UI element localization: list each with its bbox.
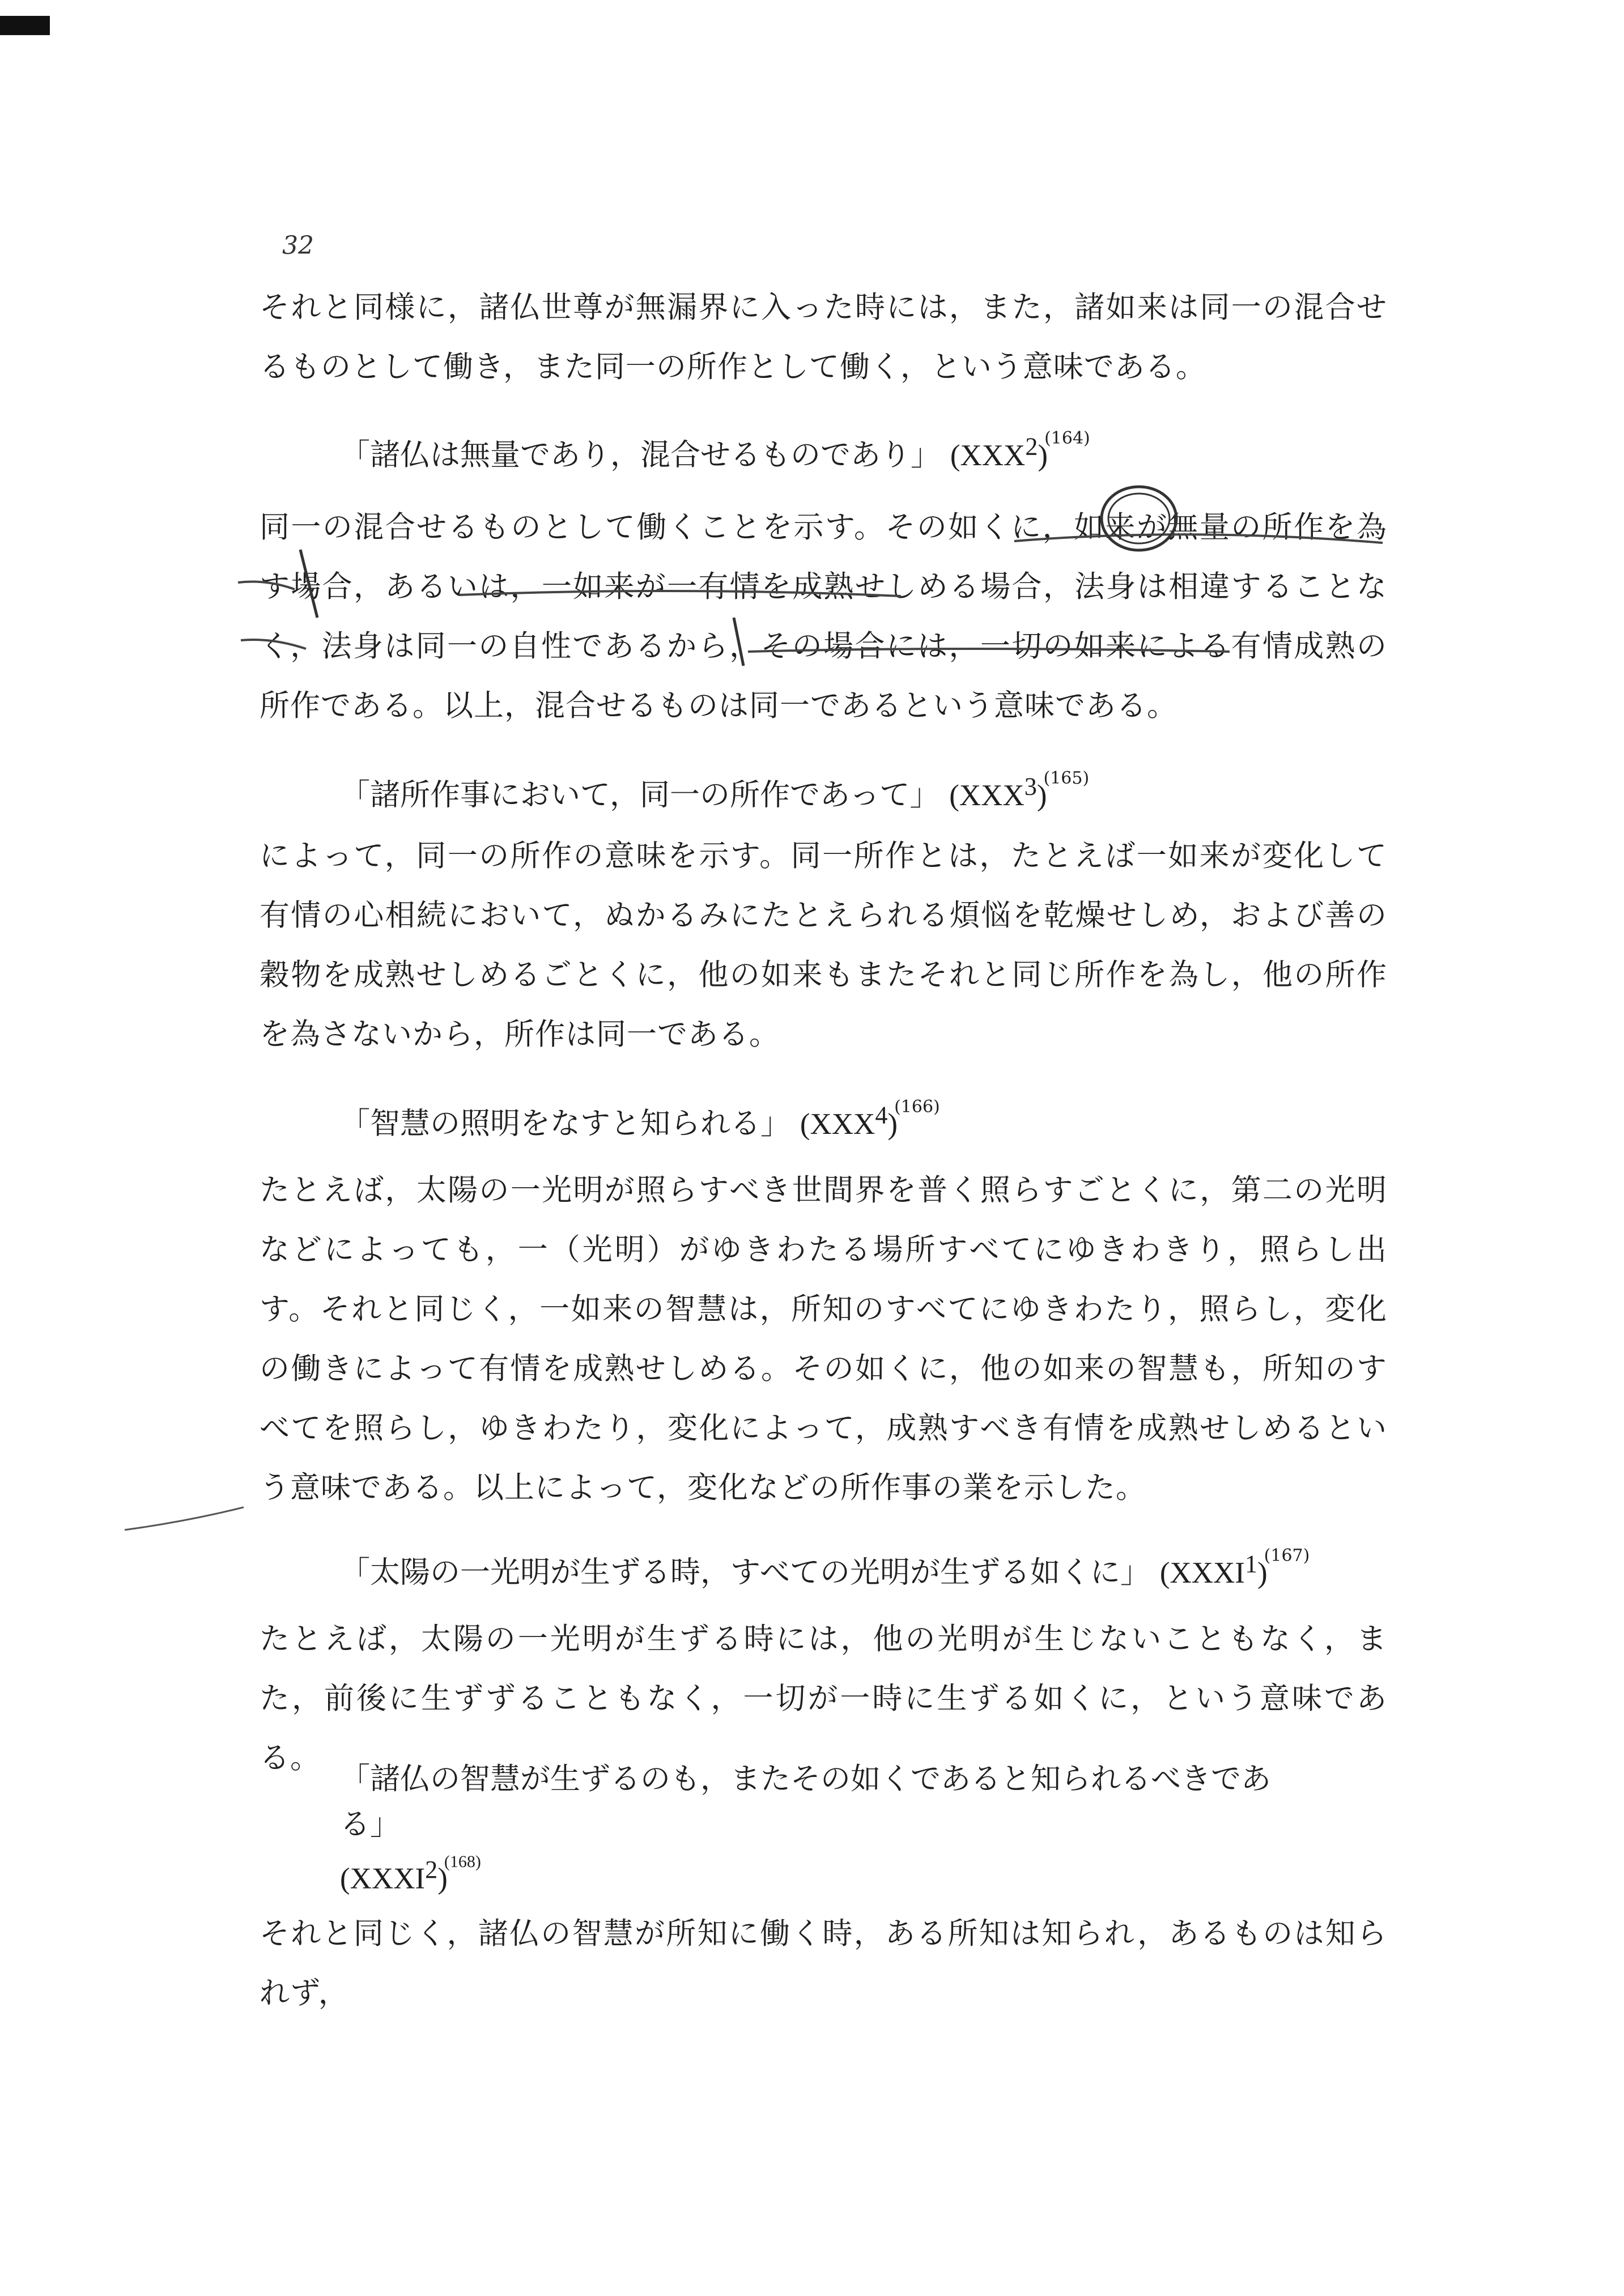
quote-3-ref: (XXX$^4$) [800,1101,898,1141]
footnote-164: (164) [1044,428,1090,448]
footnote-165: (165) [1043,768,1090,788]
quote-4-ref: (XXXI$^1$) [1159,1550,1268,1589]
paragraph-4: たとえば，太陽の一光明が照らすべき世間界を普く照らすごとくに，第二の光明などによっても，一（光明）がゆきわたる場所すべてにゆきわきり，照らし出す。それと同じく，一如来の智慧は，所知のすべてにゆきわたり，照らし，変化の働きによって有情を成熟せしめる。その如くに，他の如来の智慧も，所知のすべてを照らし，ゆきわたり，変化によって，成熟すべき有情を成熟せしめるという意味である。以上によって，変化などの所作事の業を示した。 [260,1173,1387,1505]
quote-5 [340,1757,1303,1906]
quote-1 [340,424,1090,483]
quote-4 [340,1541,1310,1600]
quote-2-text: 「諸所作事において，同一の所作であって」 [340,777,940,813]
margin-stroke-3 [125,1507,244,1530]
quote-2 [340,764,1089,823]
footnote-166: (166) [894,1096,940,1117]
scan-corner-mark [0,16,50,35]
quote-3-text: 「智慧の照明をなすと知られる」 [340,1106,790,1141]
quote-1-ref: (XXX$^2$) [950,432,1048,472]
paragraph-3: によって，同一の所作の意味を示す。同一所作とは，たとえば一如来が変化して有情の心相続において，ぬかるみにたとえられる煩悩を乾燥せしめ，および善の穀物を成熟せしめるごとくに，他の如来もまたそれと同じ所作を為し，他の所作を為さないから，所作は同一である。 [260,839,1387,1052]
paragraph-1-block [260,278,1387,397]
paragraph-2-block [260,498,1387,735]
footnote-167: (167) [1264,1545,1310,1566]
page-number: 32 [282,231,314,260]
paragraph-3-block [260,826,1387,1064]
quote-1-text: 「諸仏は無量であり，混合せるものであり」 [340,437,941,473]
quote-5-ref: (XXXI$^2$)$^{(168)}$ [340,1852,481,1895]
quote-4-text: 「太陽の一光明が生ずる時，すべての光明が生ずる如くに」 [340,1555,1150,1590]
paragraph-2: 同一の混合せるものとして働くことを示す。その如くに，如来が無量の所作を為す場合，あるいは，一如来が一有情を成熟せしめる場合，法身は相違することなく，法身は同一の自性であるから，その場合には，一切の如来による有情成熟の所作である。以上，混合せるものは同一であるという意味である。 [260,510,1387,723]
paragraph-6-block [260,1904,1387,2023]
paragraph-5: たとえば，太陽の一光明が生ずる時には，他の光明が生じないこともなく，また，前後に生ずずることもなく，一切が一時に生ずる如くに，という意味である。 [260,1622,1387,1775]
quote-5-text: 「諸仏の智慧が生ずるのも，またその如くであると知られるべきである」 [340,1762,1271,1842]
quote-2-ref: (XXX$^3$) [949,772,1047,812]
footnote-168: (168) [444,1852,481,1871]
quote-3 [340,1092,940,1151]
paragraph-4-block [260,1160,1387,1517]
paragraph-1: それと同様に，諸仏世尊が無漏界に入った時には，また，諸如来は同一の混合せるものとして働き，また同一の所作として働く，という意味である。 [260,290,1387,384]
paragraph-6: それと同じく，諸仏の智慧が所知に働く時，ある所知は知られ，あるものは知られず， [260,1916,1387,2010]
